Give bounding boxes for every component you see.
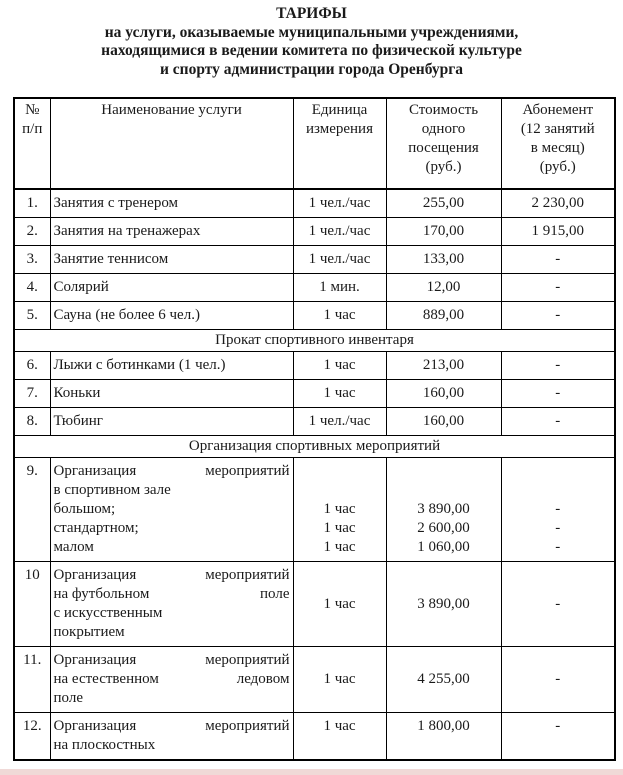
section-header: Организация спортивных мероприятий xyxy=(14,436,615,458)
cell-line: 133,00 xyxy=(422,251,465,267)
cell-row-number: 1. xyxy=(14,189,50,218)
cell-line: 1 мин. xyxy=(319,279,360,295)
cell-row-number: 7. xyxy=(14,380,50,408)
cell-row-number: 12. xyxy=(14,713,50,761)
cell-cost xyxy=(386,380,501,408)
table-row xyxy=(14,302,615,330)
cell-line: - xyxy=(555,595,561,612)
cell-line: поле xyxy=(53,690,83,706)
justified-line xyxy=(54,670,290,689)
justified-line xyxy=(54,651,290,670)
cell-line: Лыжи с ботинками (1 чел.) xyxy=(53,357,226,373)
cell-unit xyxy=(293,713,386,761)
cell-unit xyxy=(293,302,386,330)
cell-cost xyxy=(386,713,501,761)
column-header-subscription xyxy=(501,98,615,189)
table-row xyxy=(14,408,615,436)
column-header-cost xyxy=(386,98,501,189)
cell-line: 1 060,00 xyxy=(417,539,470,555)
column-header-number xyxy=(14,98,50,189)
cell-unit xyxy=(293,274,386,302)
title-line: ТАРИФЫ xyxy=(276,5,347,22)
table-row xyxy=(14,713,615,761)
cell-line: 889,00 xyxy=(422,307,465,323)
cell-service-name xyxy=(50,246,293,274)
cell-subscription xyxy=(501,246,615,274)
table-body xyxy=(14,189,615,760)
cell-subscription xyxy=(501,562,615,647)
cell-line: 160,00 xyxy=(422,385,465,401)
column-header-service xyxy=(50,98,293,189)
cell-cost xyxy=(386,218,501,246)
title-line: и спорту администрации города Оренбурга xyxy=(159,60,464,78)
title-line: находящимися в ведении комитета по физической культуре xyxy=(101,42,522,59)
cell-line: Наименование услуги xyxy=(101,102,242,118)
section-row xyxy=(14,436,615,458)
cell-line: 170,00 xyxy=(422,223,465,239)
cell-line: Тюбинг xyxy=(53,413,103,429)
cell-unit xyxy=(293,380,386,408)
cell-line: - xyxy=(555,520,561,536)
bottom-strip xyxy=(0,769,623,775)
cell-line: Солярий xyxy=(53,279,109,295)
table-row xyxy=(14,189,615,218)
cell-line: на плоскостных xyxy=(53,737,156,753)
cell-service-name xyxy=(50,218,293,246)
cell-line: (руб.) xyxy=(539,159,576,175)
line-segment: мероприятий xyxy=(205,463,290,479)
cell-line: 160,00 xyxy=(422,413,465,429)
cell-cost xyxy=(386,562,501,647)
cell-cost xyxy=(386,246,501,274)
cell-line: Стоимость xyxy=(408,102,479,118)
cell-line: 1 чел./час xyxy=(308,223,371,239)
line-segment: мероприятий xyxy=(205,567,290,583)
cell-line: стандартном; xyxy=(53,520,139,536)
document-title xyxy=(0,0,623,79)
justified-line xyxy=(54,585,290,604)
line-segment: Организация xyxy=(53,567,137,583)
line-segment: Организация xyxy=(53,463,137,479)
cell-line: - xyxy=(555,385,561,401)
cell-line: - xyxy=(555,671,561,687)
cell-line: Занятия на тренажерах xyxy=(53,223,201,239)
cell-unit xyxy=(293,562,386,647)
cell-unit xyxy=(293,189,386,218)
section-row xyxy=(14,330,615,352)
cell-subscription xyxy=(501,408,615,436)
cell-line: большом; xyxy=(53,501,116,517)
cell-service-name xyxy=(50,189,293,218)
cell-cost xyxy=(386,352,501,380)
tariff-table xyxy=(13,97,616,761)
cell-line: малом xyxy=(53,539,94,555)
cell-subscription xyxy=(501,189,615,218)
cell-line: 1 800,00 xyxy=(417,718,470,734)
cell-line: измерения xyxy=(305,121,373,137)
cell-row-number: 5. xyxy=(14,302,50,330)
cell-unit xyxy=(293,647,386,713)
cell-subscription xyxy=(501,352,615,380)
line-segment: на естественном xyxy=(53,671,159,687)
cell-line: 255,00 xyxy=(422,195,465,211)
cell-line: Занятия с тренером xyxy=(53,195,179,211)
cell-line: Занятие теннисом xyxy=(53,251,169,267)
title-line: на услуги, оказываемые муниципальными учреждениями, xyxy=(104,23,519,41)
cell-line: 12,00 xyxy=(426,279,461,295)
cell-line: 1 час xyxy=(323,501,356,517)
cell-line: 213,00 xyxy=(422,357,465,373)
cell-line: 1 час xyxy=(323,718,356,734)
cell-line: 1 час xyxy=(323,520,356,536)
cell-line: в спортивном зале xyxy=(53,482,171,498)
cell-line: в месяц) xyxy=(530,140,585,156)
cell-unit xyxy=(293,458,386,562)
table-header xyxy=(14,98,615,189)
cell-line: 1 чел./час xyxy=(308,195,371,211)
cell-row-number: 8. xyxy=(14,408,50,436)
cell-service-name xyxy=(50,274,293,302)
cell-line: № xyxy=(25,102,40,118)
cell-subscription xyxy=(501,302,615,330)
cell-line: - xyxy=(555,279,561,295)
cell-subscription xyxy=(501,647,615,713)
cell-cost xyxy=(386,408,501,436)
cell-row-number: 10 xyxy=(14,562,50,647)
cell-cost xyxy=(386,189,501,218)
cell-line: - xyxy=(555,501,561,517)
line-segment: Организация xyxy=(53,718,137,734)
column-header-unit xyxy=(293,98,386,189)
cell-row-number: 3. xyxy=(14,246,50,274)
cell-service-name xyxy=(50,713,293,761)
cell-cost xyxy=(386,302,501,330)
cell-line: 1 час xyxy=(323,539,356,555)
cell-line: 1 час xyxy=(323,595,356,612)
header-row xyxy=(14,98,615,189)
line-segment: Организация xyxy=(53,652,137,668)
cell-line: - xyxy=(555,357,561,373)
cell-subscription xyxy=(501,458,615,562)
cell-line: с искусственным xyxy=(53,605,163,621)
cell-row-number: 11. xyxy=(14,647,50,713)
table-row xyxy=(14,218,615,246)
cell-cost xyxy=(386,647,501,713)
cell-line: Коньки xyxy=(53,385,101,401)
line-segment: поле xyxy=(260,586,290,602)
cell-unit xyxy=(293,352,386,380)
cell-line: 1 час xyxy=(323,307,356,323)
cell-unit xyxy=(293,218,386,246)
cell-line: 1 чел./час xyxy=(308,413,371,429)
line-segment: на футбольном xyxy=(53,586,150,602)
cell-line: - xyxy=(555,413,561,429)
section-header: Прокат спортивного инвентаря xyxy=(14,330,615,352)
table-row xyxy=(14,458,615,562)
cell-service-name xyxy=(50,352,293,380)
justified-line xyxy=(54,566,290,585)
cell-cost xyxy=(386,274,501,302)
cell-line: 2 230,00 xyxy=(531,195,584,211)
cell-row-number: 4. xyxy=(14,274,50,302)
cell-line: 1 915,00 xyxy=(531,223,584,239)
cell-unit xyxy=(293,246,386,274)
cell-subscription xyxy=(501,274,615,302)
cell-row-number: 2. xyxy=(14,218,50,246)
cell-line: 3 890,00 xyxy=(417,501,470,517)
cell-line: 4 255,00 xyxy=(417,671,470,687)
cell-line: 1 час xyxy=(323,357,356,373)
cell-cost xyxy=(386,458,501,562)
cell-subscription xyxy=(501,713,615,761)
cell-row-number: 6. xyxy=(14,352,50,380)
cell-line: Абонемент xyxy=(522,102,594,118)
table-row xyxy=(14,246,615,274)
cell-line: посещения xyxy=(408,140,479,156)
table-row xyxy=(14,352,615,380)
cell-line: 3 890,00 xyxy=(417,595,470,612)
cell-line: 2 600,00 xyxy=(417,520,470,536)
line-segment: ледовом xyxy=(236,671,290,687)
cell-service-name xyxy=(50,647,293,713)
cell-service-name xyxy=(50,302,293,330)
cell-subscription xyxy=(501,218,615,246)
cell-line: Единица xyxy=(311,102,368,118)
cell-line: (12 занятий xyxy=(520,121,595,137)
line-segment: мероприятий xyxy=(205,718,290,734)
table-row xyxy=(14,274,615,302)
table-row xyxy=(14,380,615,408)
cell-line: - xyxy=(555,718,561,734)
cell-line: Сауна (не более 6 чел.) xyxy=(53,307,200,323)
justified-line xyxy=(54,717,290,736)
table-row xyxy=(14,562,615,647)
cell-unit xyxy=(293,408,386,436)
cell-line: - xyxy=(555,251,561,267)
cell-line: 1 час xyxy=(323,671,356,687)
line-segment: мероприятий xyxy=(205,652,290,668)
cell-line: - xyxy=(555,539,561,555)
cell-service-name xyxy=(50,380,293,408)
cell-service-name xyxy=(50,562,293,647)
table-row xyxy=(14,647,615,713)
cell-row-number: 9. xyxy=(14,458,50,562)
justified-line xyxy=(54,462,290,481)
cell-line: покрытием xyxy=(53,624,125,640)
cell-service-name xyxy=(50,458,293,562)
cell-line: 1 час xyxy=(323,385,356,401)
cell-line: - xyxy=(555,307,561,323)
cell-line: п/п xyxy=(22,121,43,137)
cell-subscription xyxy=(501,380,615,408)
cell-line: 1 чел./час xyxy=(308,251,371,267)
cell-service-name xyxy=(50,408,293,436)
cell-line: одного xyxy=(421,121,466,137)
cell-line: (руб.) xyxy=(425,159,462,175)
